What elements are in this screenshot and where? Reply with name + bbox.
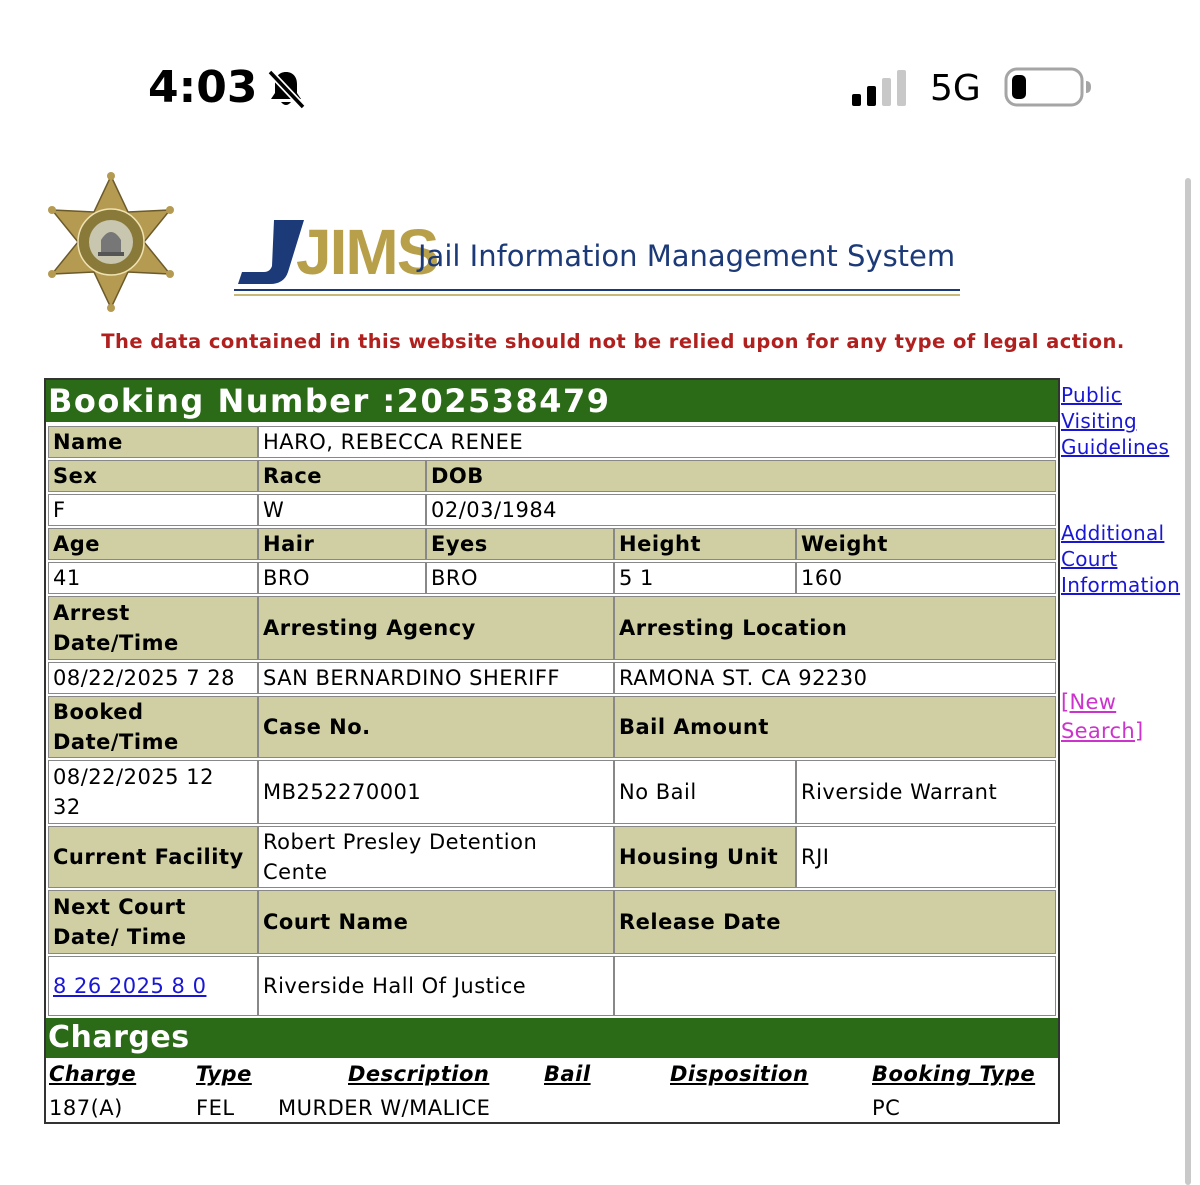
eyes-value: BRO: [426, 562, 614, 594]
arrest-label-line2: Date/Time: [53, 631, 179, 655]
race-label: Race: [258, 460, 426, 492]
bail-note-value: Riverside Warrant: [796, 760, 1056, 824]
additional-line1: Additional: [1061, 521, 1165, 545]
height-label: Height: [614, 528, 796, 560]
public-line2: Visiting: [1061, 409, 1137, 433]
booking-number-header: Booking Number :202538479: [46, 380, 1058, 422]
booked-value-line2: 32: [53, 795, 81, 819]
case-no-label: Case No.: [258, 696, 614, 758]
clock-time: 4:03: [148, 62, 258, 113]
legal-disclaimer: The data contained in this website should not be relied upon for any type of legal action.: [101, 330, 1125, 353]
facility-line1: Robert Presley Detention: [263, 830, 538, 854]
sheriff-badge-logo: [46, 172, 176, 312]
dob-label: DOB: [426, 460, 1056, 492]
arresting-location-value: RAMONA ST. CA 92230: [614, 662, 1056, 694]
system-name: Jail Information Management System: [418, 239, 956, 273]
arrest-datetime-value: 08/22/2025 7 28: [48, 662, 258, 694]
arrest-datetime-label: [48, 596, 258, 660]
current-facility-label: Current Facility: [48, 826, 258, 888]
age-value: 41: [48, 562, 258, 594]
additional-court-information-link[interactable]: [1061, 520, 1191, 598]
booking-type-col-header: Booking Type: [872, 1062, 1036, 1086]
jims-logo-text: JIMS: [296, 216, 438, 288]
arresting-agency-value: SAN BERNARDINO SHERIFF: [258, 662, 614, 694]
disposition-col-header: Disposition: [670, 1062, 809, 1086]
weight-value: 160: [796, 562, 1056, 594]
height-value: 5 1: [614, 562, 796, 594]
bail-amount-label: Bail Amount: [614, 696, 1056, 758]
next-court-label-line2: Date/ Time: [53, 925, 187, 949]
release-date-label: Release Date: [614, 890, 1056, 954]
sex-value: F: [48, 494, 258, 526]
next-court-label: [48, 890, 258, 954]
housing-unit-value: RJI: [796, 826, 1056, 888]
battery-icon: [1004, 67, 1092, 107]
signal-icon: [852, 70, 912, 106]
public-line3: Guidelines: [1061, 435, 1170, 459]
booked-datetime-value: [48, 760, 258, 824]
public-line1: Public: [1061, 383, 1122, 407]
public-visiting-guidelines-link[interactable]: [1061, 382, 1191, 460]
charge-type: FEL: [196, 1096, 235, 1120]
additional-line3: Information: [1061, 573, 1181, 597]
sex-label: Sex: [48, 460, 258, 492]
hair-value: BRO: [258, 562, 426, 594]
bail-amount-value: No Bail: [614, 760, 796, 824]
name-label: Name: [48, 426, 258, 458]
dob-value: 02/03/1984: [426, 494, 1056, 526]
booked-label-line2: Date/Time: [53, 730, 179, 754]
court-name-label: Court Name: [258, 890, 614, 954]
status-bar: [0, 0, 1200, 150]
facility-line2: Cente: [263, 860, 328, 884]
arresting-agency-label: Arresting Agency: [258, 596, 614, 660]
booking-record-table: [44, 378, 1060, 1124]
name-value: HARO, REBECCA RENEE: [258, 426, 1056, 458]
weight-label: Weight: [796, 528, 1056, 560]
hair-label: Hair: [258, 528, 426, 560]
bail-col-header: Bail: [544, 1062, 591, 1086]
type-col-header: Type: [196, 1062, 252, 1086]
jims-logo: [234, 212, 964, 302]
arrest-label-line1: Arrest: [53, 601, 130, 625]
race-value: W: [258, 494, 426, 526]
description-col-header: Description: [348, 1062, 490, 1086]
eyes-label: Eyes: [426, 528, 614, 560]
new-search-line2: Search]: [1061, 719, 1144, 743]
release-date-value: [614, 956, 1056, 1016]
next-court-link[interactable]: 8 26 2025 8 0: [53, 974, 207, 998]
current-facility-value: [258, 826, 614, 888]
new-search-line1: [New: [1061, 690, 1117, 714]
next-court-value: [48, 956, 258, 1016]
booked-label-line1: Booked: [53, 700, 144, 724]
charge-description: MURDER W/MALICE: [278, 1096, 491, 1120]
bell-muted-icon: [266, 68, 306, 110]
charges-header: Charges: [46, 1018, 1058, 1058]
charge-booking-type: PC: [872, 1096, 901, 1120]
case-no-value: MB252270001: [258, 760, 614, 824]
new-search-link[interactable]: [1061, 688, 1191, 746]
charge-code: 187(A): [49, 1096, 123, 1120]
next-court-label-line1: Next Court: [53, 895, 186, 919]
court-name-value: Riverside Hall Of Justice: [258, 956, 614, 1016]
housing-unit-label: Housing Unit: [614, 826, 796, 888]
network-label: 5G: [930, 68, 981, 109]
arresting-location-label: Arresting Location: [614, 596, 1056, 660]
booked-datetime-label: [48, 696, 258, 758]
booked-value-line1: 08/22/2025 12: [53, 765, 214, 789]
age-label: Age: [48, 528, 258, 560]
charge-col-header: Charge: [49, 1062, 137, 1086]
additional-line2: Court: [1061, 547, 1118, 571]
